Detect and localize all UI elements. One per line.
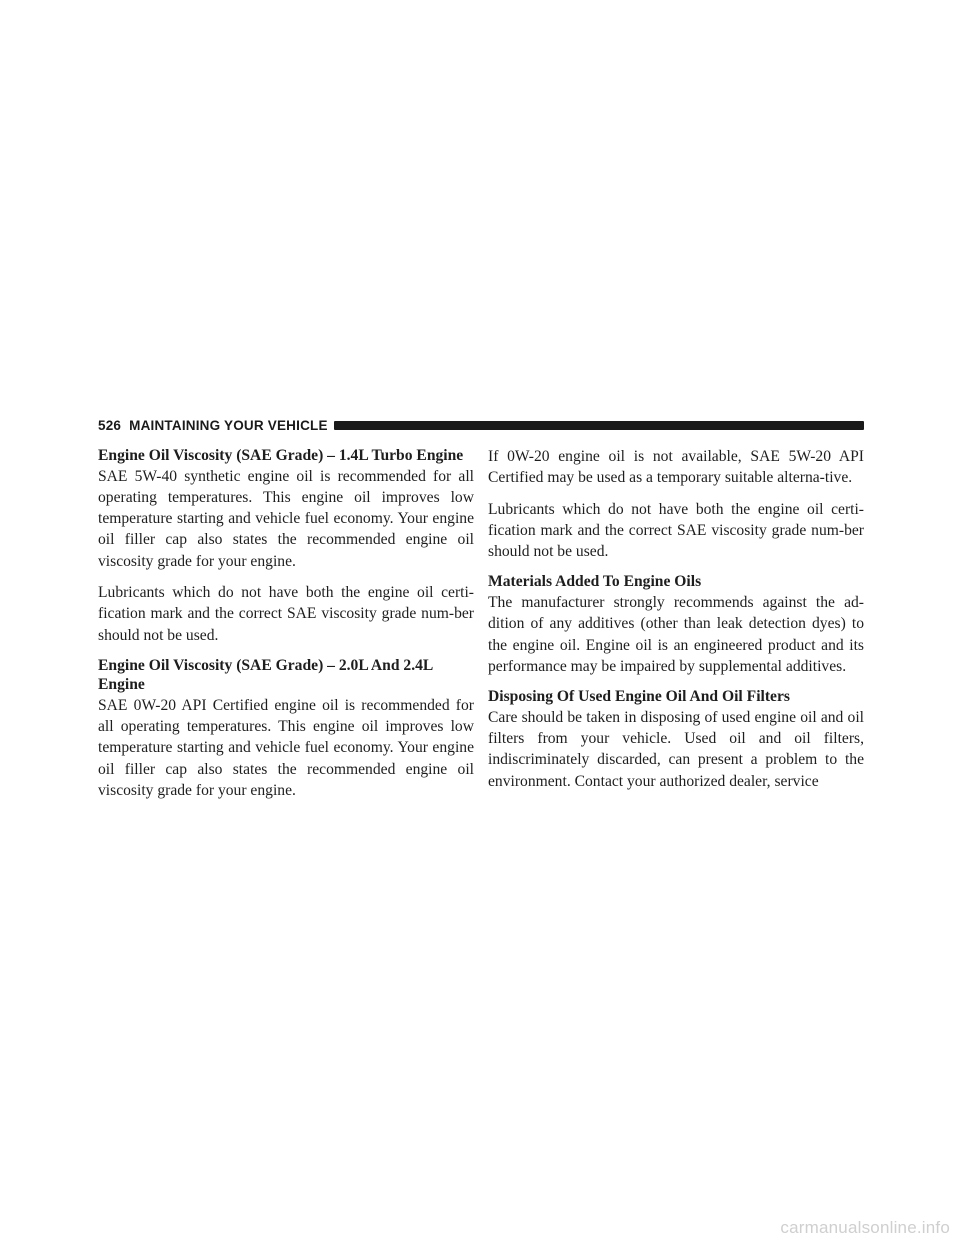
heading-oil-viscosity-2-0l-2-4l: Engine Oil Viscosity (SAE Grade) – 2.0L And 2.4L Engine: [98, 656, 433, 694]
heading-disposing-oil: Disposing Of Used Engine Oil And Oil Filters: [488, 688, 790, 706]
header-rule: [334, 421, 864, 430]
paragraph-lubricants-warning: Lubricants which do not have both the engine oil certi-fication mark and the correct SAE viscosity grade num-ber should not be used.: [98, 583, 474, 644]
paragraph-additives: The manufacturer strongly recommends against the ad-dition of any additives (other than leak detection dyes) to the engine oil. Engine oil is an engineered product and its performance may be impaired by supplemental additives.: [488, 593, 864, 675]
section-title: MAINTAINING YOUR VEHICLE: [129, 417, 328, 433]
paragraph-lubricants-warning-2: Lubricants which do not have both the engine oil certi-fication mark and the correct SAE viscosity grade num-ber should not be used.: [488, 500, 864, 561]
paragraph-2-0l-2-4l-recommendation: SAE 0W-20 API Certified engine oil is recommended for all operating temperatures. This engine oil improves low temperature starting and vehicle fuel economy. Your engine oil filler cap also states the recommended engine oil viscosity grade for your engine.: [98, 696, 474, 800]
left-column: [98, 446, 474, 811]
paragraph-0w20-alternative: If 0W-20 engine oil is not available, SAE 5W-20 API Certified may be used as a temporary suitable alterna-tive.: [488, 448, 864, 487]
paragraph-disposal: Care should be taken in disposing of used engine oil and oil filters from your vehicle. Used oil and oil filters, indiscriminately discarded, can present a problem to the environment. Contact your authorized dealer, service: [488, 708, 864, 790]
watermark-text: carmanualsonline.info: [780, 1218, 950, 1237]
page-number: 526: [98, 417, 122, 433]
paragraph-1-4l-recommendation: SAE 5W-40 synthetic engine oil is recommended for all operating temperatures. This engine oil improves low temperature starting and vehicle fuel economy. Your engine oil filler cap also states the recommended engine oil viscosity grade for your engine.: [98, 467, 474, 570]
heading-oil-viscosity-1-4l: Engine Oil Viscosity (SAE Grade) – 1.4L Turbo Engine: [98, 447, 464, 464]
page-header: [98, 414, 864, 436]
right-column: [488, 446, 864, 792]
heading-materials-added: Materials Added To Engine Oils: [488, 573, 702, 591]
